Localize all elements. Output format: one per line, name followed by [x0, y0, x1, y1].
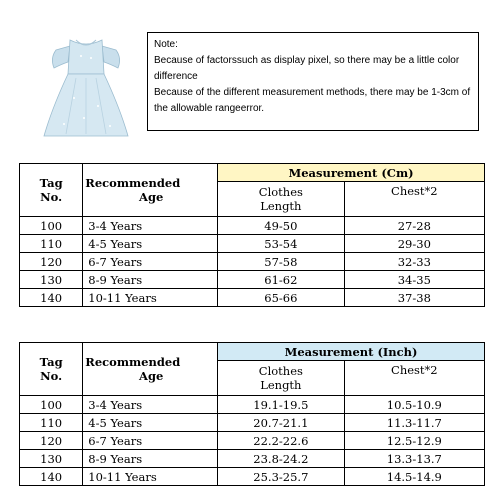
note-line-measurement: Because of the different measurement methods, there may be 1-3cm of the allowable rangeerror. — [154, 87, 471, 114]
clothes-length-cell: 20.7-21.1 — [218, 414, 345, 432]
age-cell: 6-7 Years — [83, 432, 218, 450]
chest-cell: 29-30 — [344, 235, 484, 253]
clothes-length-cell: 49-50 — [218, 217, 345, 235]
header-measurement-cm: Measurement (Cm) — [218, 164, 485, 182]
tag-cell: 110 — [20, 414, 83, 432]
note-title: Note: — [154, 39, 178, 50]
header-clothes-length: Clothes Length — [218, 182, 345, 217]
clothes-length-cell: 22.2-22.6 — [218, 432, 345, 450]
tag-cell: 100 — [20, 217, 83, 235]
age-cell: 10-11 Years — [83, 468, 218, 486]
header-tag: Tag No. — [20, 164, 83, 217]
header-measurement-inch: Measurement (Inch) — [218, 343, 485, 361]
clothes-length-cell: 53-54 — [218, 235, 345, 253]
clothes-length-cell: 25.3-25.7 — [218, 468, 345, 486]
tag-cell: 120 — [20, 253, 83, 271]
table-row — [20, 468, 485, 486]
header-chest: Chest*2 — [344, 182, 484, 217]
header-age: Recommended Age — [83, 164, 218, 217]
clothes-length-cell: 19.1-19.5 — [218, 396, 345, 414]
chest-cell: 34-35 — [344, 271, 484, 289]
table-row — [20, 253, 485, 271]
age-cell: 8-9 Years — [83, 450, 218, 468]
clothes-length-cell: 65-66 — [218, 289, 345, 307]
table-row — [20, 235, 485, 253]
chest-cell: 32-33 — [344, 253, 484, 271]
chest-cell: 14.5-14.9 — [344, 468, 484, 486]
product-image — [36, 28, 136, 140]
age-cell: 4-5 Years — [83, 235, 218, 253]
chest-cell: 10.5-10.9 — [344, 396, 484, 414]
tag-cell: 130 — [20, 271, 83, 289]
note-box — [147, 32, 479, 131]
clothes-length-cell: 23.8-24.2 — [218, 450, 345, 468]
note-line-color: Because of factorssuch as display pixel, so there may be a little color difference — [154, 55, 460, 82]
age-cell: 8-9 Years — [83, 271, 218, 289]
chest-cell: 37-38 — [344, 289, 484, 307]
chest-cell: 27-28 — [344, 217, 484, 235]
chest-cell: 13.3-13.7 — [344, 450, 484, 468]
table-row — [20, 432, 485, 450]
table-row — [20, 396, 485, 414]
tag-cell: 120 — [20, 432, 83, 450]
table-row — [20, 450, 485, 468]
size-table-cm — [19, 163, 485, 307]
age-cell: 4-5 Years — [83, 414, 218, 432]
tag-cell: 110 — [20, 235, 83, 253]
tag-cell: 140 — [20, 289, 83, 307]
table-row — [20, 414, 485, 432]
age-cell: 10-11 Years — [83, 289, 218, 307]
table-row — [20, 271, 485, 289]
age-cell: 3-4 Years — [83, 396, 218, 414]
clothes-length-cell: 57-58 — [218, 253, 345, 271]
size-table-inch — [19, 342, 485, 486]
tag-cell: 140 — [20, 468, 83, 486]
age-cell: 6-7 Years — [83, 253, 218, 271]
header-clothes-length: Clothes Length — [218, 361, 345, 396]
header-age: Recommended Age — [83, 343, 218, 396]
header-tag: Tag No. — [20, 343, 83, 396]
tag-cell: 130 — [20, 450, 83, 468]
table-row — [20, 217, 485, 235]
table-row — [20, 289, 485, 307]
header-chest: Chest*2 — [344, 361, 484, 396]
dress-illustration — [44, 40, 128, 136]
age-cell: 3-4 Years — [83, 217, 218, 235]
chest-cell: 11.3-11.7 — [344, 414, 484, 432]
clothes-length-cell: 61-62 — [218, 271, 345, 289]
chest-cell: 12.5-12.9 — [344, 432, 484, 450]
tag-cell: 100 — [20, 396, 83, 414]
